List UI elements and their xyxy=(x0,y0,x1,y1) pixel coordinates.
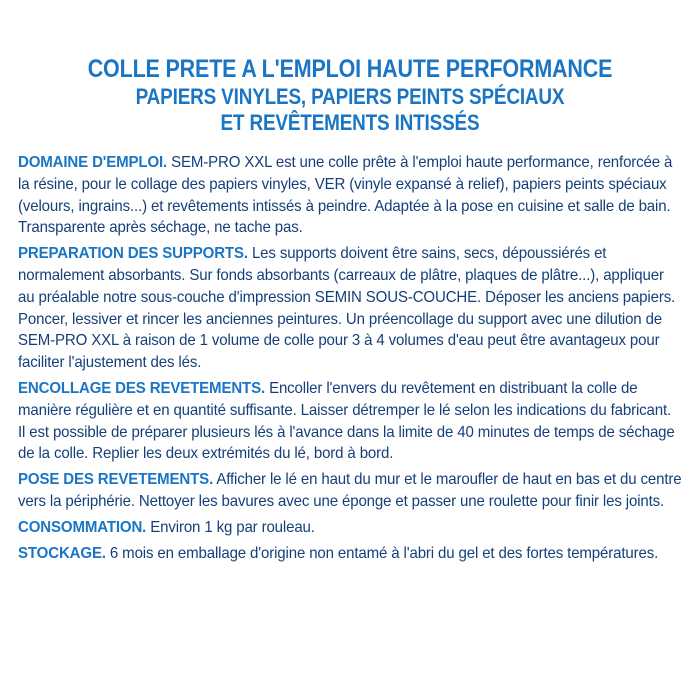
subtitle-line-2: ET REVÊTEMENTS INTISSÉS xyxy=(220,110,480,135)
page-title: COLLE PRETE A L'EMPLOI HAUTE PERFORMANCE xyxy=(87,55,613,83)
section-encollage-revetements xyxy=(18,378,682,465)
section-text: 6 mois en emballage d'origine non entamé à l'abri du gel et des fortes températures. xyxy=(109,544,659,562)
header xyxy=(18,54,682,136)
section-stockage xyxy=(18,543,682,565)
section-label: ENCOLLAGE DES REVETEMENTS. xyxy=(18,379,266,397)
section-label: POSE DES REVETEMENTS. xyxy=(18,471,214,489)
section-text: Encoller l'envers du revêtement en distribuant la colle de manière régulière et en quantité suffisante. Laisser détremper le lé selon les indications du fabricant. Il est possible de préparer plusieurs lés à l'avance dans la limite de 40 minutes de temps de séchage de la colle. Replier les deux extrémités du lé, bord à bord. xyxy=(18,379,675,463)
section-preparation-supports xyxy=(18,243,682,374)
section-pose-revetements xyxy=(18,469,682,513)
section-domaine-emploi xyxy=(18,152,682,239)
subtitle-line-1: PAPIERS VINYLES, PAPIERS PEINTS SPÉCIAUX xyxy=(135,84,565,109)
section-text: Les supports doivent être sains, secs, dépoussiérés et normalement absorbants. Sur fonds absorbants (carreaux de plâtre, plaques de plâtre...), appliquer au préalable notre sous-couche d'impression SEMIN SOUS-COUCHE. Déposer les anciens papiers. Poncer, lessiver et rincer les anciennes peintures. Un préencollage du support avec une dilution de SEM-PRO XXL à raison de 1 volume de colle pour 3 à 4 volumes d'eau peut être avantageux pour faciliter l'ajustement des lés. xyxy=(18,245,676,372)
section-label: PREPARATION DES SUPPORTS. xyxy=(18,245,248,263)
section-consommation xyxy=(18,517,682,539)
section-label: DOMAINE D'EMPLOI. xyxy=(18,154,168,171)
section-text: SEM-PRO XXL est une colle prête à l'emploi haute performance, renforcée à la résine, pour le collage des papiers vinyles, VER (vinyle expansé à relief), papiers peints spéciaux (velours, ingrains...) et revêtements intissés à peindre. Adaptée à la pose en cuisine et salle de bain. Transparente après séchage, ne tache pas. xyxy=(18,154,673,237)
section-label: STOCKAGE. xyxy=(18,544,106,562)
section-text: Environ 1 kg par rouleau. xyxy=(150,518,315,536)
section-label: CONSOMMATION. xyxy=(18,518,147,536)
section-text: Afficher le lé en haut du mur et le maroufler de haut en bas et du centre vers la périphérie. Nettoyer les bavures avec une éponge et passer une roulette pour finir les joints. xyxy=(18,471,682,510)
